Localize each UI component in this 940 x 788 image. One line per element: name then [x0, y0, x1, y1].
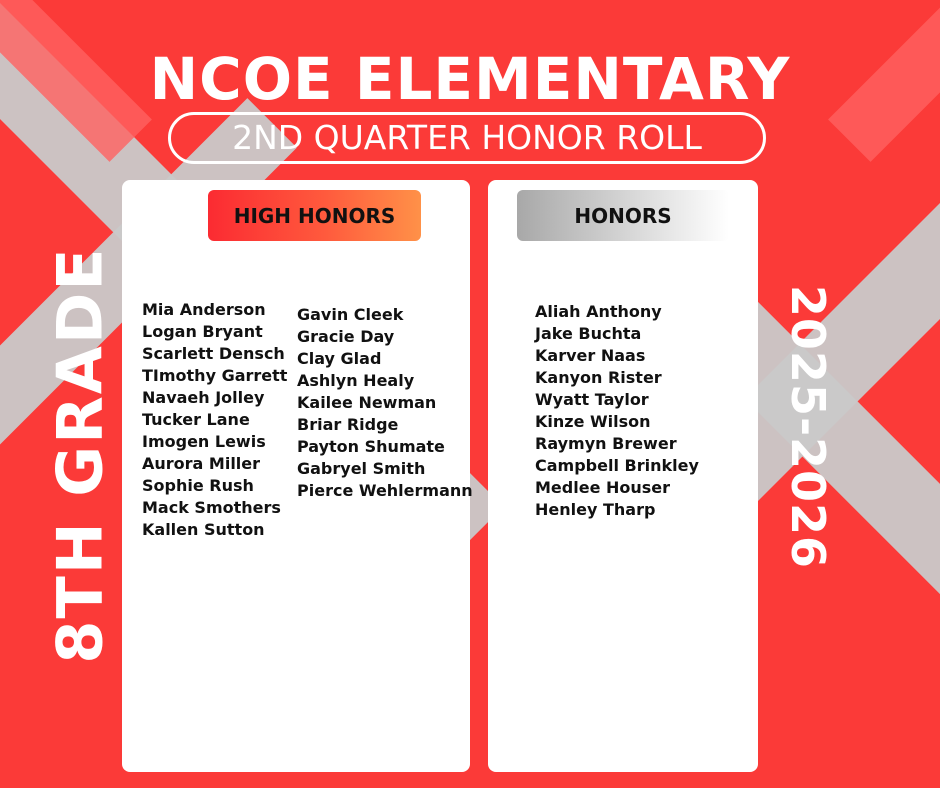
student-name: Tucker Lane	[142, 410, 250, 429]
student-name: Kanyon Rister	[535, 368, 662, 387]
student-name: Navaeh Jolley	[142, 388, 265, 407]
student-name: Campbell Brinkley	[535, 456, 699, 475]
student-name: Aliah Anthony	[535, 302, 662, 321]
grade-label: 8TH GRADE	[43, 246, 117, 664]
student-name: Imogen Lewis	[142, 432, 266, 451]
student-name: Sophie Rush	[142, 476, 254, 495]
page-title: NCOE ELEMENTARY	[149, 45, 791, 113]
honors-header: HONORS	[517, 190, 729, 241]
student-name: Gavin Cleek	[297, 305, 404, 324]
student-name: Scarlett Densch	[142, 344, 285, 363]
student-name: Gabryel Smith	[297, 459, 426, 478]
student-name: Wyatt Taylor	[535, 390, 649, 409]
high-honors-list-2	[297, 304, 473, 502]
student-name: Gracie Day	[297, 327, 395, 346]
year-label: 2025-2026	[781, 284, 835, 570]
student-name: Payton Shumate	[297, 437, 445, 456]
student-name: Logan Bryant	[142, 322, 263, 341]
student-name: Medlee Houser	[535, 478, 671, 497]
student-name: Kinze Wilson	[535, 412, 651, 431]
student-name: Karver Naas	[535, 346, 646, 365]
subtitle-badge: 2ND QUARTER HONOR ROLL	[168, 112, 766, 164]
student-name: Aurora Miller	[142, 454, 261, 473]
student-name: Pierce Wehlermann	[297, 481, 473, 500]
student-name: Mack Smothers	[142, 498, 281, 517]
student-name: Mia Anderson	[142, 300, 266, 319]
student-name: Ashlyn Healy	[297, 371, 415, 390]
high-honors-header: HIGH HONORS	[208, 190, 421, 241]
student-name: Jake Buchta	[535, 324, 642, 343]
student-name: Kallen Sutton	[142, 520, 265, 539]
student-name: Raymyn Brewer	[535, 434, 677, 453]
student-name: Clay Glad	[297, 349, 382, 368]
student-name: Henley Tharp	[535, 500, 656, 519]
student-name: TImothy Garrett	[142, 366, 288, 385]
student-name: Briar Ridge	[297, 415, 399, 434]
student-name: Kailee Newman	[297, 393, 437, 412]
honors-list	[535, 301, 699, 521]
high-honors-list-1	[142, 299, 287, 541]
